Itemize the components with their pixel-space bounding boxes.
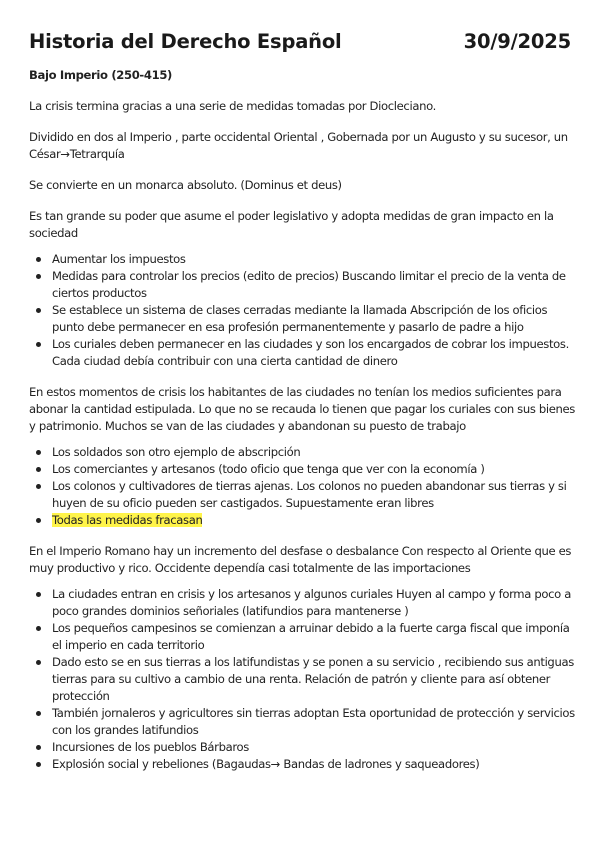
- list-item: Dado esto se en sus tierras a los latifundistas y se ponen a su servicio , recibiendo sus antiguas tierras para su cultivo a cambio de una renta. Relación de patrón y cliente para así obtener protección: [29, 654, 576, 705]
- list-item-highlighted: [29, 512, 576, 529]
- list-item: Aumentar los impuestos: [29, 251, 576, 268]
- list-item: Los pequeños campesinos se comienzan a arruinar debido a la fuerte carga fiscal que imponía el imperio en cada territorio: [29, 620, 576, 654]
- document-header: [29, 30, 571, 53]
- list-item: Los soldados son otro ejemplo de abscripción: [29, 444, 576, 461]
- list-item: También jornaleros y agricultores sin tierras adoptan Esta oportunidad de protección y servicios con los grandes latifundios: [29, 705, 576, 739]
- document-body: [29, 67, 576, 787]
- paragraph-3: Se convierte en un monarca absoluto. (Dominus et deus): [29, 178, 342, 192]
- measures-list: [29, 251, 576, 370]
- list-item: Medidas para controlar los precios (edito de precios) Buscando limitar el precio de la venta de ciertos productos: [29, 268, 576, 302]
- document-title: Historia del Derecho Español: [29, 30, 342, 53]
- section-subtitle: Bajo Imperio (250-415): [29, 68, 172, 82]
- list-item: Los colonos y cultivadores de tierras ajenas. Los colonos no pueden abandonar sus tierras y si huyen de su oficio pueden ser castigados. Supuestamente eran libres: [29, 478, 576, 512]
- paragraph-1: La crisis termina gracias a una serie de medidas tomadas por Diocleciano.: [29, 99, 436, 113]
- highlighted-text: Todas las medidas fracasan: [52, 513, 203, 527]
- list-item: Se establece un sistema de clases cerradas mediante la llamada Abscripción de los oficios punto debe permanecer en esa profesión permanentemente y pasarlo de padre a hijo: [29, 302, 576, 336]
- abscription-list: [29, 444, 576, 529]
- paragraph-4: Es tan grande su poder que asume el poder legislativo y adopta medidas de gran impacto en la sociedad: [29, 209, 554, 240]
- list-item: Explosión social y rebeliones (Bagaudas→ Bandas de ladrones y saqueadores): [29, 756, 576, 773]
- document-date: 30/9/2025: [463, 30, 571, 53]
- list-item: Incursiones de los pueblos Bárbaros: [29, 739, 576, 756]
- list-item: Los curiales deben permanecer en las ciudades y son los encargados de cobrar los impuestos. Cada ciudad debía contribuir con una cierta cantidad de dinero: [29, 336, 576, 370]
- list-item: La ciudades entran en crisis y los artesanos y algunos curiales Huyen al campo y forma poco a poco grandes dominios señoriales (latifundios para mantenerse ): [29, 586, 576, 620]
- paragraph-2: Dividido en dos al Imperio , parte occidental Oriental , Gobernada por un Augusto y su sucesor, un César→Tetrarquía: [29, 130, 568, 161]
- list-item: Los comerciantes y artesanos (todo oficio que tenga que ver con la economía ): [29, 461, 576, 478]
- paragraph-5: En estos momentos de crisis los habitantes de las ciudades no tenían los medios suficientes para abonar la cantidad estipulada. Lo que no se recauda lo tienen que pagar los curiales con sus bienes y patrimonio. Muchos se van de las ciudades y abandonan su puesto de trabajo: [29, 385, 576, 433]
- consequences-list: [29, 586, 576, 773]
- paragraph-6: En el Imperio Romano hay un incremento del desfase o desbalance Con respecto al Oriente que es muy productivo y rico. Occidente dependía casi totalmente de las importaciones: [29, 544, 572, 575]
